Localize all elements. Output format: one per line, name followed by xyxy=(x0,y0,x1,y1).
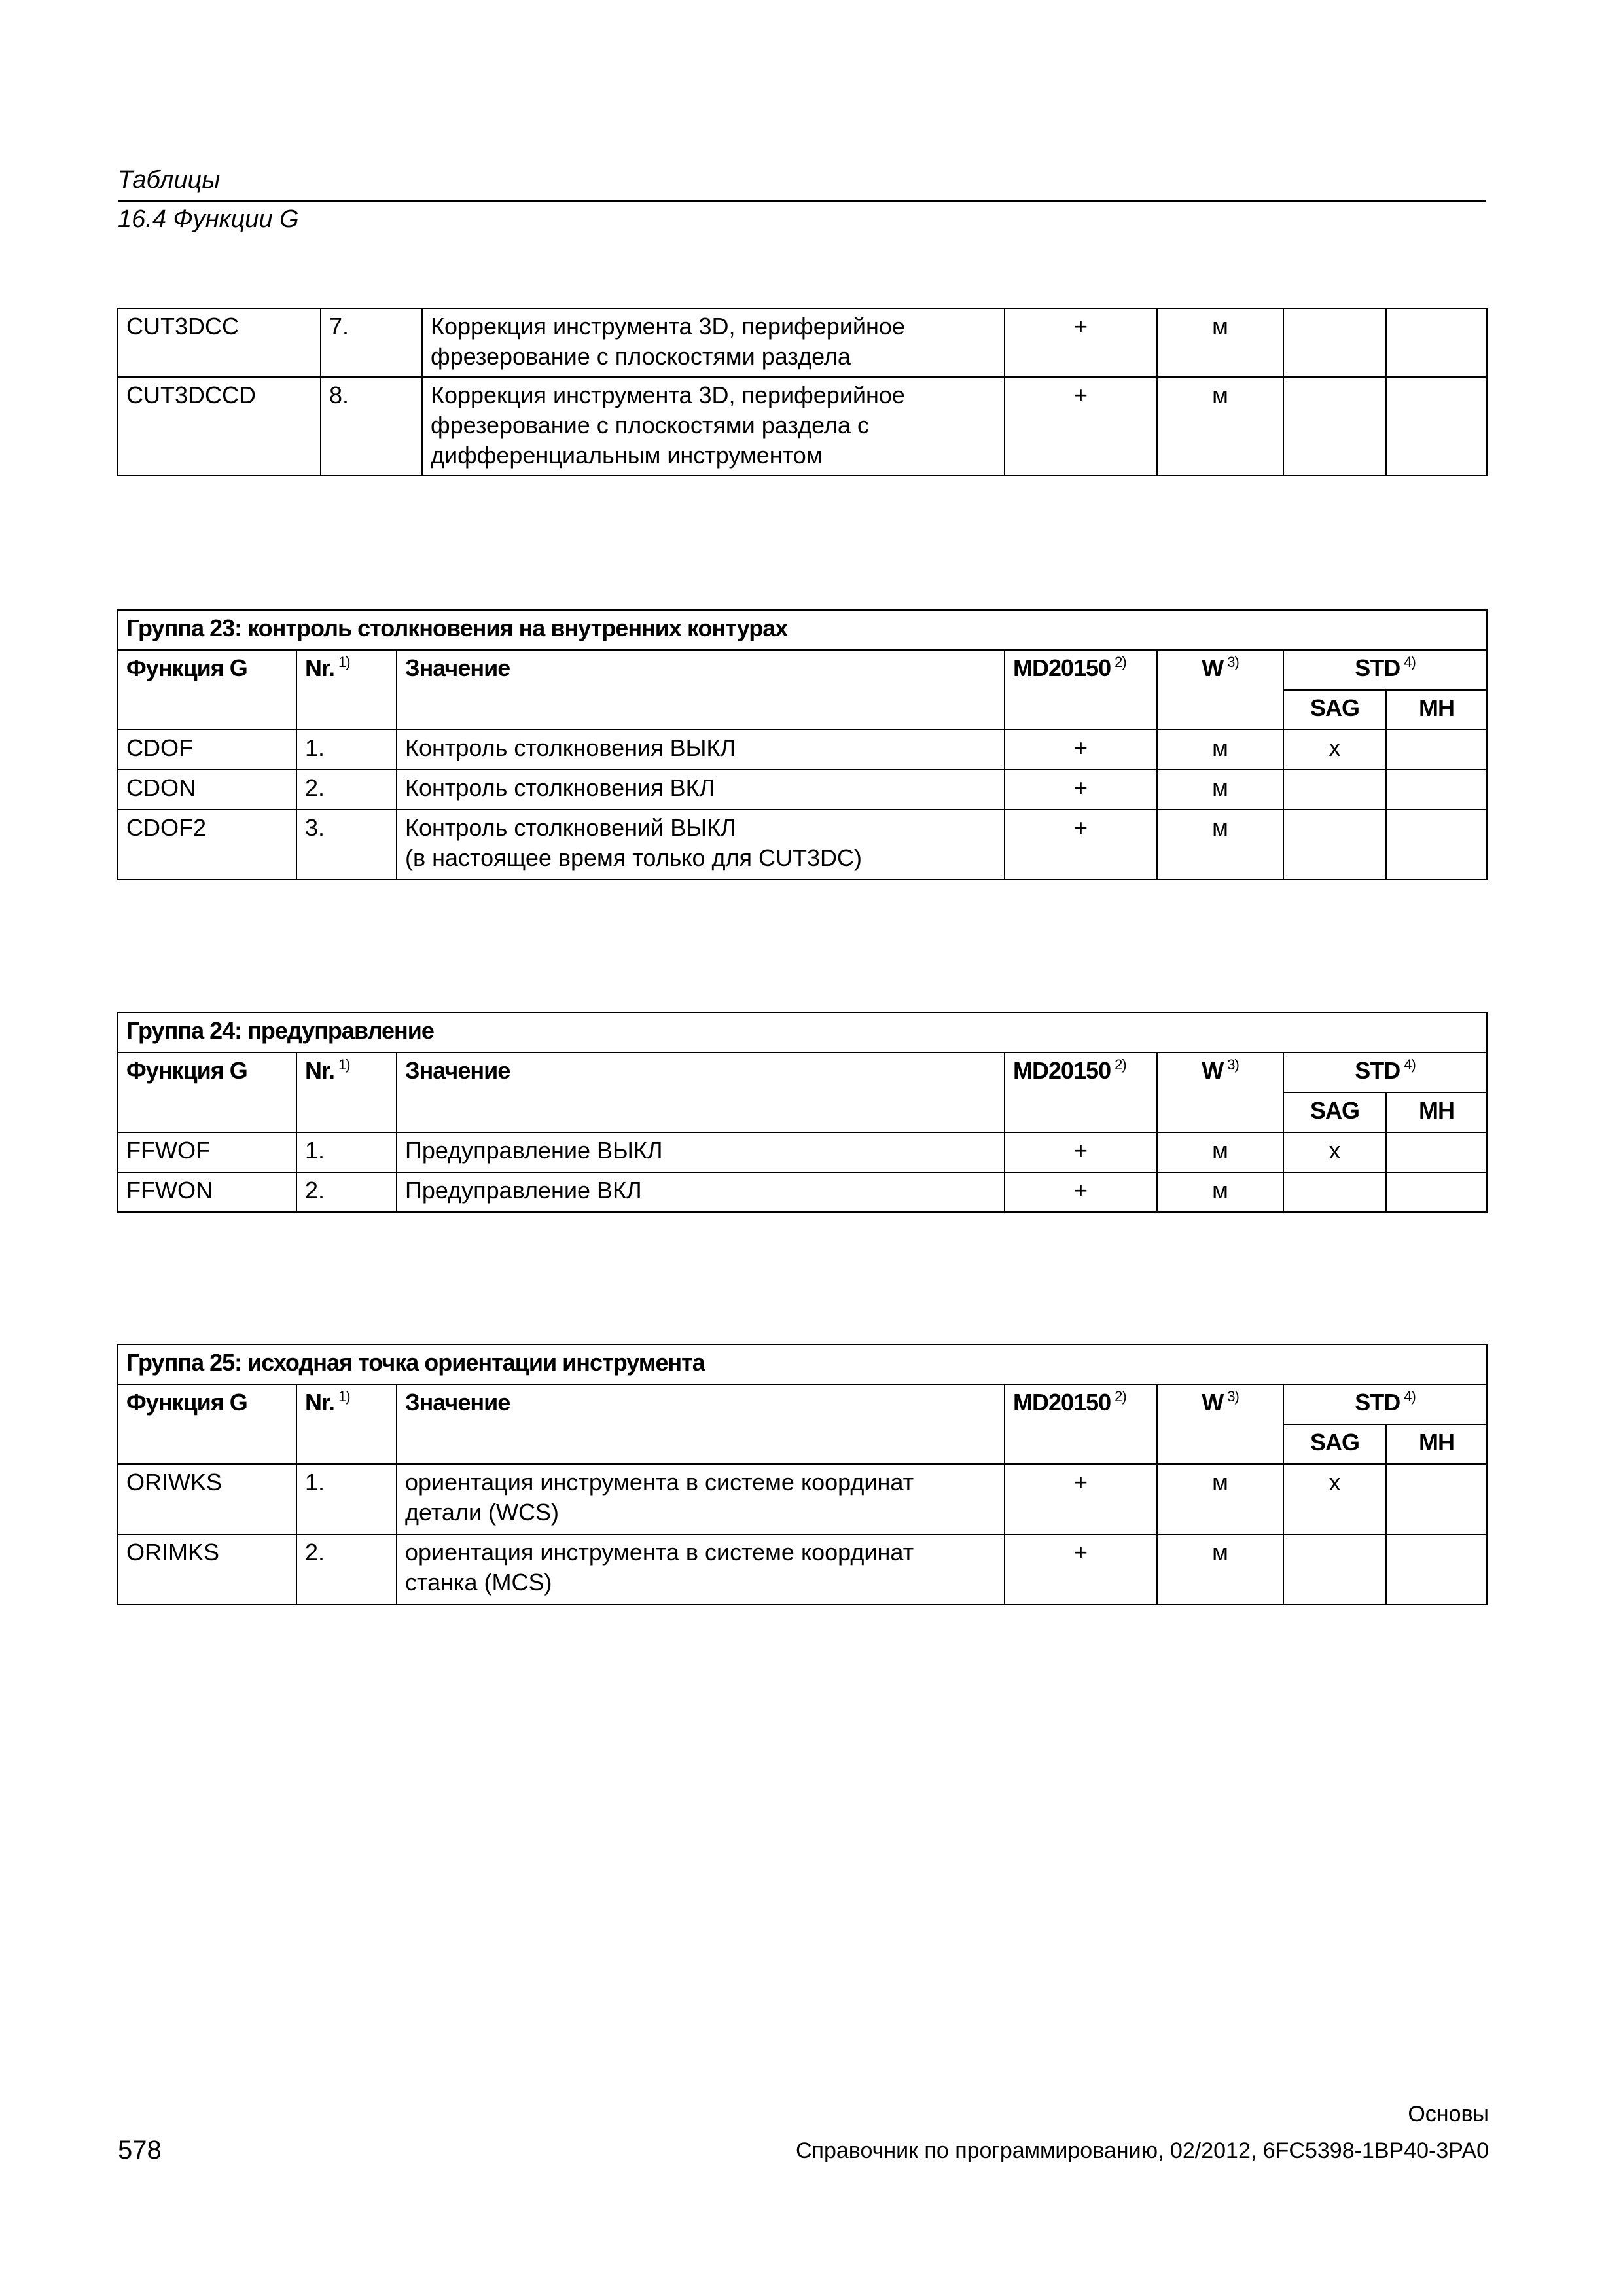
sag-cell: x xyxy=(1283,730,1386,770)
nr-cell: 8. xyxy=(321,377,422,475)
col-header-md: MD20150 $^{2)}$ xyxy=(1005,1384,1157,1464)
footnote-marker: 3) xyxy=(1227,1056,1239,1073)
meaning-line: дифференциальным инструментом xyxy=(431,442,823,469)
continuation-table xyxy=(117,308,1488,476)
table-row xyxy=(118,770,1487,810)
meaning-line: Предуправление ВКЛ xyxy=(405,1177,642,1204)
meaning-cell xyxy=(397,730,1005,770)
footnote-marker: 2) xyxy=(1115,1056,1126,1073)
nr-cell: 1. xyxy=(296,730,397,770)
nr-cell: 2. xyxy=(296,1534,397,1604)
col-header-func: Функция G xyxy=(118,1052,296,1132)
w-cell: м xyxy=(1157,730,1283,770)
sag-cell xyxy=(1283,810,1386,880)
footnote-marker: 3) xyxy=(1227,654,1239,670)
footnote-marker: 1) xyxy=(338,654,350,670)
col-header-meaning: Значение xyxy=(397,650,1005,730)
md-cell: + xyxy=(1005,810,1157,880)
meaning-line: фрезерование с плоскостями раздела xyxy=(431,343,851,370)
table-row xyxy=(118,377,1487,475)
w-cell: м xyxy=(1157,308,1283,377)
nr-cell: 3. xyxy=(296,810,397,880)
col-header-w: W $^{3)}$ xyxy=(1157,650,1283,730)
col-header-std: STD $^{4)}$ xyxy=(1283,650,1487,690)
col-header-meaning: Значение xyxy=(397,1384,1005,1464)
footer-reference: Справочник по программированию, 02/2012, 6FC5398-1BP40-3PA0 xyxy=(796,2138,1489,2163)
col-header-nr: Nr. $^{1)}$ xyxy=(296,1384,397,1464)
col-header-func: Функция G xyxy=(118,1384,296,1464)
running-header-section: 16.4 Функции G xyxy=(118,206,299,233)
nr-cell: 2. xyxy=(296,770,397,810)
mh-cell xyxy=(1386,770,1487,810)
mh-cell xyxy=(1386,308,1487,377)
func-cell: ORIWKS xyxy=(118,1464,296,1534)
footnote-marker: 4) xyxy=(1404,1056,1416,1073)
mh-cell xyxy=(1386,1534,1487,1604)
col-header-func: Функция G xyxy=(118,650,296,730)
func-cell: CDON xyxy=(118,770,296,810)
w-cell: м xyxy=(1157,1534,1283,1604)
col-header-mh: MH xyxy=(1386,1092,1487,1132)
header-rule xyxy=(118,200,1486,202)
func-cell: CUT3DCCD xyxy=(118,377,321,475)
col-header-std: STD $^{4)}$ xyxy=(1283,1384,1487,1424)
footnote-marker: 1) xyxy=(338,1056,350,1073)
table-row xyxy=(118,1172,1487,1212)
md-cell: + xyxy=(1005,377,1157,475)
w-cell: м xyxy=(1157,770,1283,810)
md-cell: + xyxy=(1005,770,1157,810)
col-header-md: MD20150 $^{2)}$ xyxy=(1005,650,1157,730)
meaning-line: (в настоящее время только для CUT3DC) xyxy=(405,844,863,871)
md-cell: + xyxy=(1005,1132,1157,1172)
meaning-cell xyxy=(397,1464,1005,1534)
func-cell: FFWOF xyxy=(118,1132,296,1172)
meaning-line: Контроль столкновений ВЫКЛ xyxy=(405,814,736,841)
func-cell: CDOF xyxy=(118,730,296,770)
md-cell: + xyxy=(1005,308,1157,377)
nr-cell: 7. xyxy=(321,308,422,377)
meaning-line: Коррекция инструмента 3D, периферийное xyxy=(431,313,905,340)
meaning-line: фрезерование с плоскостями раздела с xyxy=(431,412,869,439)
func-cell: CDOF2 xyxy=(118,810,296,880)
col-header-w: W $^{3)}$ xyxy=(1157,1384,1283,1464)
meaning-cell xyxy=(397,1534,1005,1604)
sag-cell: x xyxy=(1283,1132,1386,1172)
meaning-cell xyxy=(397,770,1005,810)
nr-cell: 2. xyxy=(296,1172,397,1212)
col-header-mh: MH xyxy=(1386,1424,1487,1464)
meaning-cell xyxy=(397,1132,1005,1172)
footnote-marker: 4) xyxy=(1404,1388,1416,1405)
table-row xyxy=(118,810,1487,880)
func-cell: FFWON xyxy=(118,1172,296,1212)
footer-document-name: Основы xyxy=(1408,2102,1489,2126)
md-cell: + xyxy=(1005,730,1157,770)
col-header-sag: SAG xyxy=(1283,1092,1386,1132)
sag-cell xyxy=(1283,1172,1386,1212)
sag-cell: x xyxy=(1283,1464,1386,1534)
meaning-cell xyxy=(422,377,1005,475)
func-cell: ORIMKS xyxy=(118,1534,296,1604)
w-cell: м xyxy=(1157,810,1283,880)
col-header-w: W $^{3)}$ xyxy=(1157,1052,1283,1132)
footnote-marker: 3) xyxy=(1227,1388,1239,1405)
table-row xyxy=(118,1534,1487,1604)
table-row xyxy=(118,1464,1487,1534)
group-25-table xyxy=(117,1344,1488,1605)
sag-cell xyxy=(1283,377,1386,475)
table-row xyxy=(118,308,1487,377)
meaning-line: Коррекция инструмента 3D, периферийное xyxy=(431,382,905,408)
meaning-line: Контроль столкновения ВЫКЛ xyxy=(405,734,736,761)
page-number: 578 xyxy=(118,2136,162,2164)
md-cell: + xyxy=(1005,1172,1157,1212)
col-header-mh: MH xyxy=(1386,690,1487,730)
group-23-table xyxy=(117,609,1488,880)
nr-cell: 1. xyxy=(296,1464,397,1534)
col-header-sag: SAG xyxy=(1283,690,1386,730)
footnote-marker: 2) xyxy=(1115,654,1126,670)
col-header-std: STD $^{4)}$ xyxy=(1283,1052,1487,1092)
sag-cell xyxy=(1283,308,1386,377)
sag-cell xyxy=(1283,770,1386,810)
group-title: Группа 23: контроль столкновения на внутренних контурах xyxy=(118,610,1487,650)
table-row xyxy=(118,1132,1487,1172)
w-cell: м xyxy=(1157,377,1283,475)
w-cell: м xyxy=(1157,1464,1283,1534)
col-header-md: MD20150 $^{2)}$ xyxy=(1005,1052,1157,1132)
meaning-line: Контроль столкновения ВКЛ xyxy=(405,774,715,801)
mh-cell xyxy=(1386,1132,1487,1172)
col-header-nr: Nr. $^{1)}$ xyxy=(296,650,397,730)
meaning-line: станка (MCS) xyxy=(405,1569,552,1596)
footnote-marker: 4) xyxy=(1404,654,1416,670)
meaning-line: детали (WCS) xyxy=(405,1499,560,1526)
group-title: Группа 24: предуправление xyxy=(118,1013,1487,1052)
meaning-line: ориентация инструмента в системе координат xyxy=(405,1469,914,1496)
md-cell: + xyxy=(1005,1534,1157,1604)
group-title: Группа 25: исходная точка ориентации инструмента xyxy=(118,1344,1487,1384)
footnote-marker: 1) xyxy=(338,1388,350,1405)
meaning-cell xyxy=(397,1172,1005,1212)
w-cell: м xyxy=(1157,1172,1283,1212)
meaning-cell xyxy=(422,308,1005,377)
mh-cell xyxy=(1386,377,1487,475)
table-row xyxy=(118,730,1487,770)
group-24-table xyxy=(117,1012,1488,1213)
func-cell: CUT3DCC xyxy=(118,308,321,377)
mh-cell xyxy=(1386,1464,1487,1534)
mh-cell xyxy=(1386,810,1487,880)
col-header-nr: Nr. $^{1)}$ xyxy=(296,1052,397,1132)
meaning-cell xyxy=(397,810,1005,880)
meaning-line: Предуправление ВЫКЛ xyxy=(405,1137,663,1164)
meaning-line: ориентация инструмента в системе координат xyxy=(405,1539,914,1566)
w-cell: м xyxy=(1157,1132,1283,1172)
col-header-sag: SAG xyxy=(1283,1424,1386,1464)
mh-cell xyxy=(1386,730,1487,770)
mh-cell xyxy=(1386,1172,1487,1212)
md-cell: + xyxy=(1005,1464,1157,1534)
footnote-marker: 2) xyxy=(1115,1388,1126,1405)
running-header-chapter: Таблицы xyxy=(118,166,221,194)
nr-cell: 1. xyxy=(296,1132,397,1172)
col-header-meaning: Значение xyxy=(397,1052,1005,1132)
sag-cell xyxy=(1283,1534,1386,1604)
